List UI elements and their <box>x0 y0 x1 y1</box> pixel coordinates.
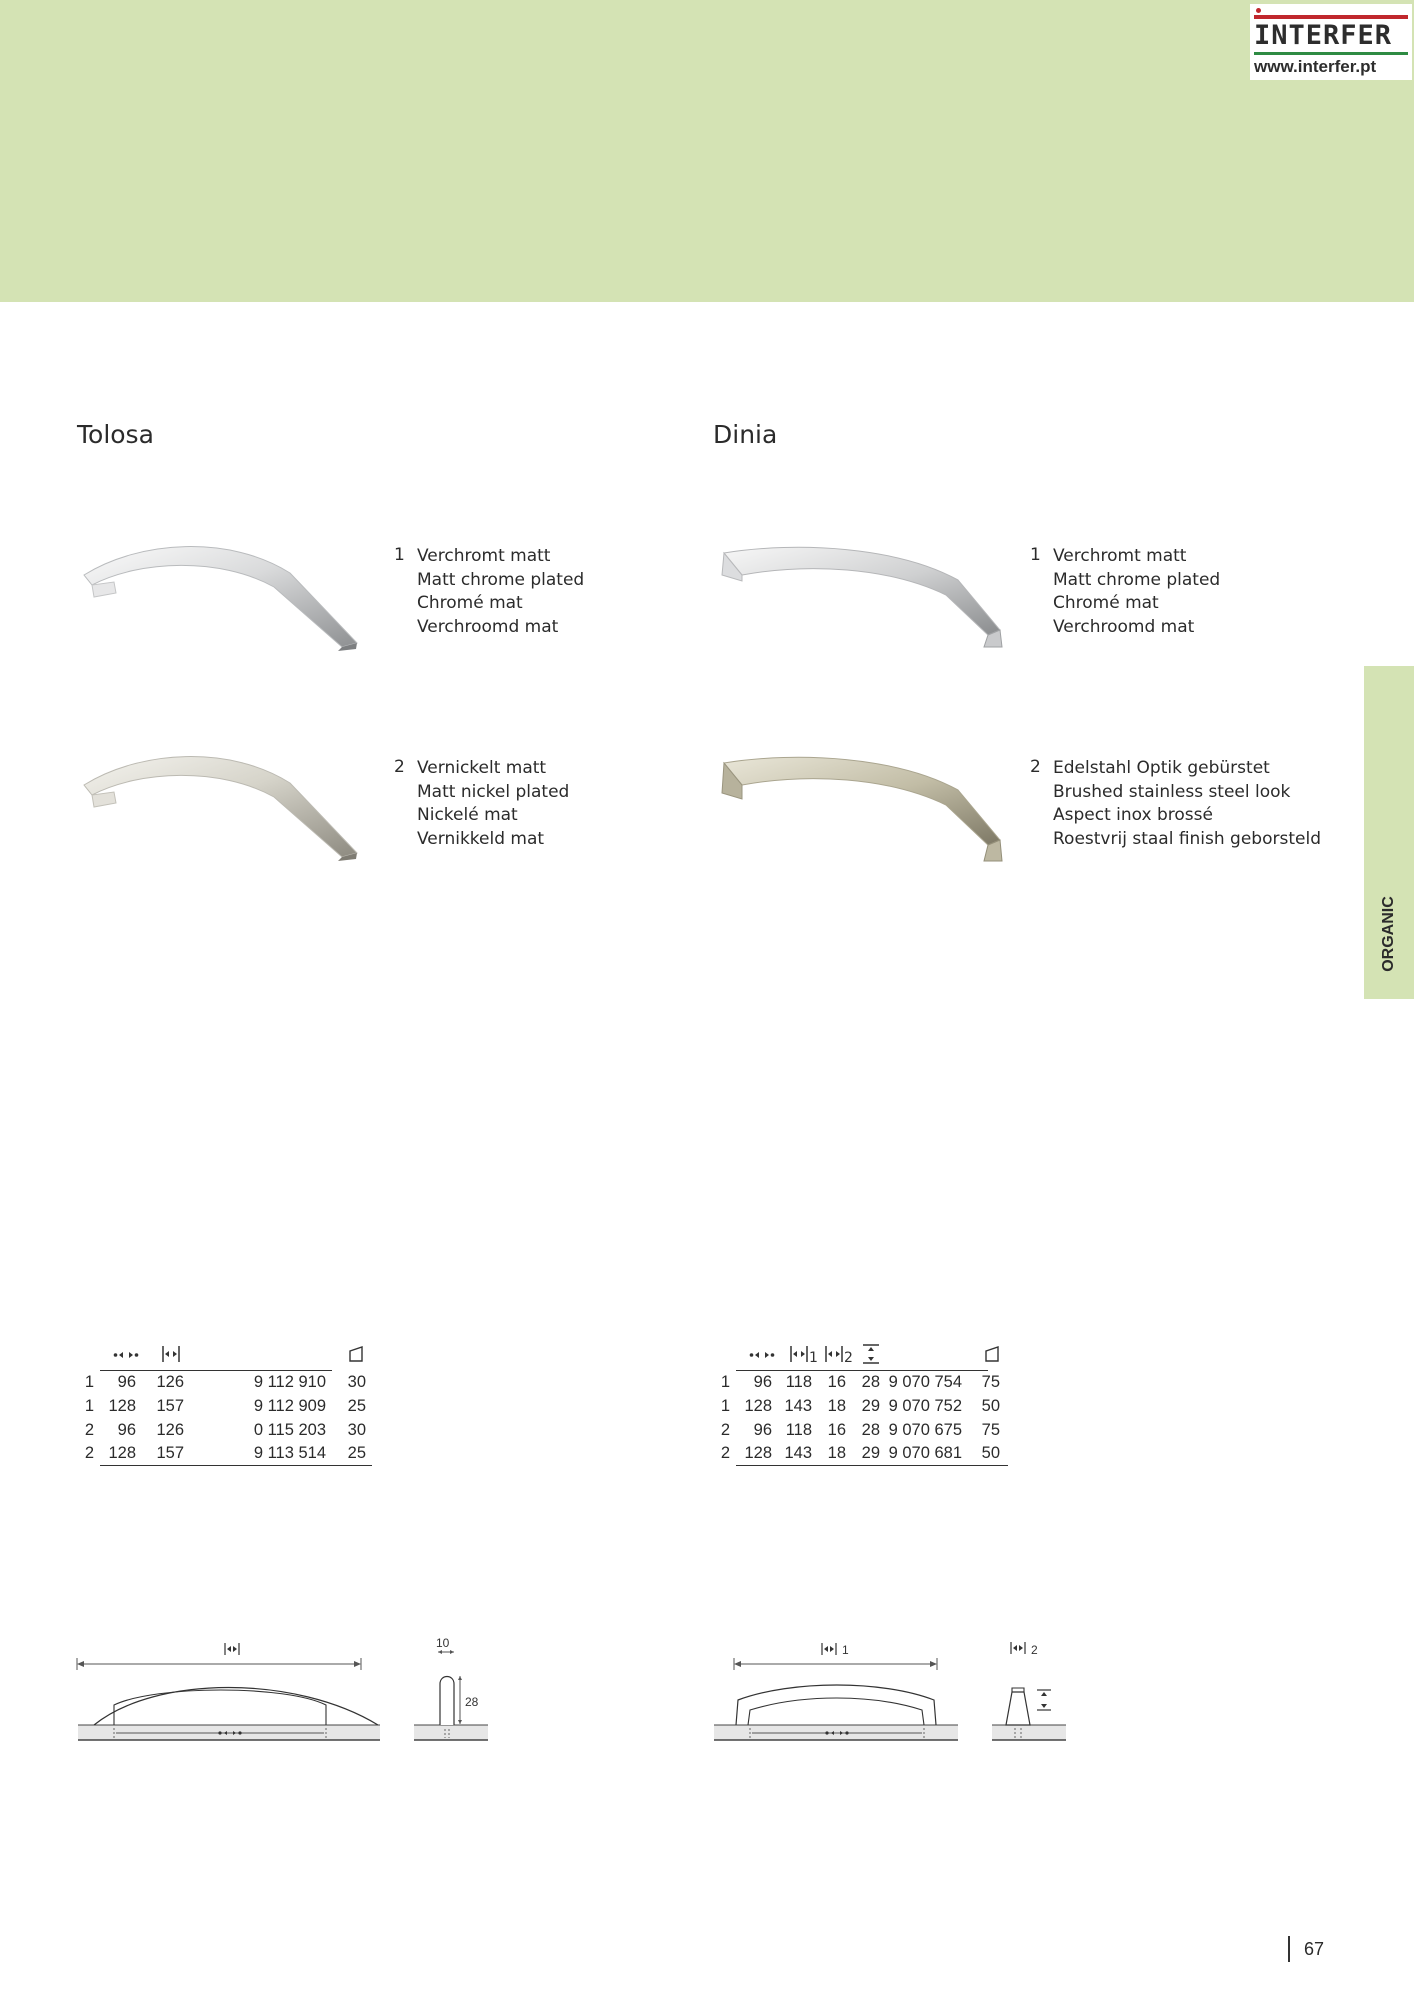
finish-en: Matt chrome plated <box>417 569 585 590</box>
section-side-tab[interactable] <box>1364 666 1414 999</box>
finish-nl: Verchroomd mat <box>417 616 559 637</box>
dinia-variant-2-finishes <box>1053 757 1321 851</box>
side-tab-label: ORGANIC <box>1380 896 1397 972</box>
dinia-side-drawing <box>990 1630 1070 1750</box>
dinia-variant-2-number: 2 <box>1030 757 1041 777</box>
finish-nl: Vernikkeld mat <box>417 828 545 849</box>
width-icon <box>825 1345 843 1363</box>
package-quantity-icon <box>984 1345 1000 1363</box>
side-width-label: 10 <box>436 1636 450 1650</box>
tolosa-variant-1-number: 1 <box>394 545 405 565</box>
finish-de: Verchromt matt <box>1053 546 1187 566</box>
header-subscript-1: 1 <box>809 1350 818 1366</box>
product-title-dinia: Dinia <box>713 420 778 449</box>
tolosa-front-drawing <box>76 1630 386 1750</box>
height-icon <box>862 1344 880 1364</box>
finish-de: Vernickelt matt <box>417 758 547 778</box>
finish-en: Brushed stainless steel look <box>1053 781 1291 802</box>
tolosa-variant-2-finishes <box>417 757 569 851</box>
header-subscript-2: 2 <box>844 1350 853 1366</box>
dinia-spec-table: 1 2 1 96 118 16 28 9 070 754 75 1 128 143 18 29 9 070 752 50 2 96 118 16 28 9 070 675 75 2 128 143 18 29 9 070 681 50 <box>716 1340 1016 1470</box>
finish-nl: Roestvrij staal finish geborsteld <box>1053 828 1321 849</box>
finish-fr: Aspect inox brossé <box>1053 805 1213 825</box>
front-subscript-label: 1 <box>842 1643 849 1657</box>
brand-logo[interactable] <box>1250 4 1412 80</box>
total-length-icon <box>162 1345 180 1363</box>
finish-en: Matt nickel plated <box>417 781 570 802</box>
finish-fr: Chromé mat <box>417 593 523 613</box>
product-title-tolosa: Tolosa <box>77 420 154 449</box>
side-height-label: 28 <box>465 1695 479 1709</box>
hole-spacing-icon <box>113 1348 139 1362</box>
logo-red-bar <box>1254 15 1408 19</box>
brand-url[interactable]: www.interfer.pt <box>1254 57 1377 76</box>
header-band <box>0 0 1414 302</box>
dinia-handle-chrome-image <box>718 535 1008 655</box>
logo-green-bar <box>1254 52 1408 55</box>
table-bottom-rule <box>736 1465 1008 1466</box>
tolosa-spec-table: 1 96 126 9 112 910 30 1 128 157 9 112 909 25 2 96 126 0 115 203 30 2 128 157 9 113 514 25 <box>80 1340 380 1470</box>
tolosa-handle-chrome-image <box>80 535 370 655</box>
finish-de: Verchromt matt <box>417 546 551 566</box>
tolosa-side-drawing <box>412 1626 492 1750</box>
logo-dot <box>1256 8 1261 13</box>
package-quantity-icon <box>348 1345 364 1363</box>
tolosa-variant-2-number: 2 <box>394 757 405 777</box>
total-length-icon <box>790 1345 808 1363</box>
table-top-rule <box>100 1370 332 1371</box>
finish-de: Edelstahl Optik gebürstet <box>1053 758 1270 778</box>
finish-fr: Nickelé mat <box>417 805 518 825</box>
dinia-front-drawing <box>712 1630 962 1750</box>
page-number: 67 <box>1288 1936 1324 1962</box>
brand-name: INTERFER <box>1254 20 1393 51</box>
side-subscript-label: 2 <box>1031 1643 1038 1657</box>
finish-nl: Verchroomd mat <box>1053 616 1195 637</box>
table-bottom-rule <box>100 1465 372 1466</box>
dinia-handle-stainless-image <box>718 745 1008 865</box>
tolosa-handle-nickel-image <box>80 745 370 865</box>
dinia-variant-1-number: 1 <box>1030 545 1041 565</box>
tolosa-variant-1-finishes <box>417 545 584 639</box>
finish-fr: Chromé mat <box>1053 593 1159 613</box>
finish-en: Matt chrome plated <box>1053 569 1221 590</box>
dinia-variant-1-finishes <box>1053 545 1220 639</box>
table-top-rule <box>736 1370 988 1371</box>
hole-spacing-icon <box>749 1348 775 1362</box>
